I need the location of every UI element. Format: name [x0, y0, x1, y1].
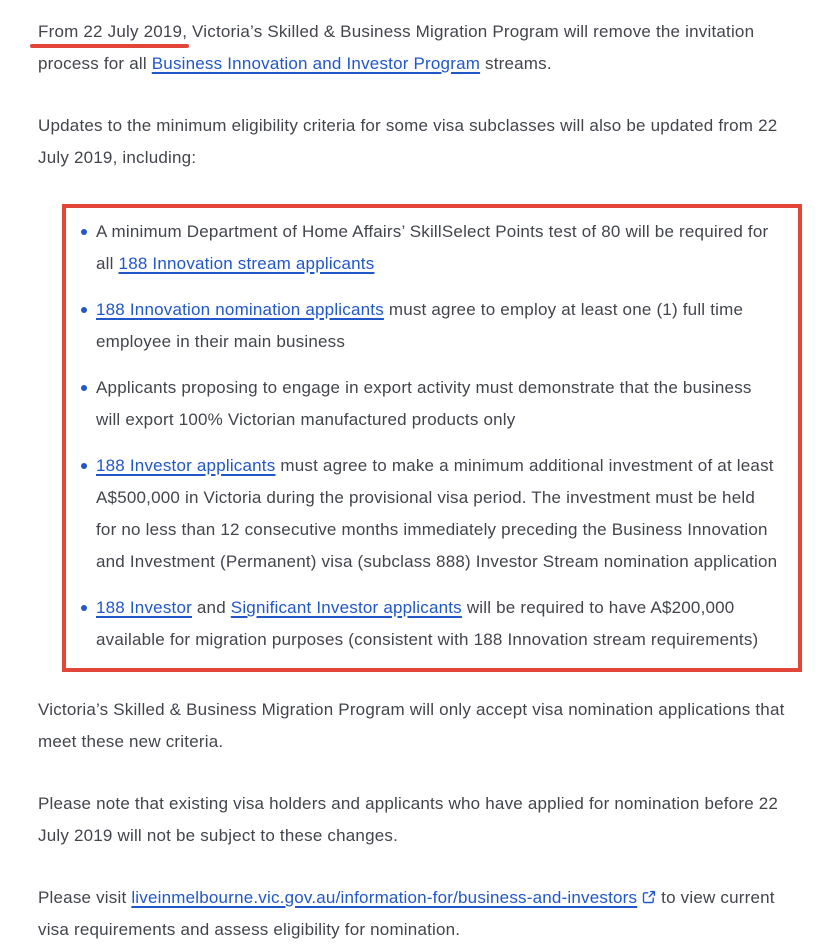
paragraph-intro	[38, 16, 810, 80]
list-item	[96, 450, 780, 578]
text-link[interactable]: liveinmelbourne.vic.gov.au/information-for/business-and-investors	[131, 888, 656, 907]
text-link[interactable]: 188 Innovation stream applicants	[118, 254, 375, 273]
paragraph-existing-holders: Please note that existing visa holders and applicants who have applied for nomination before 22 July 2019 will not be subject to these changes.	[38, 794, 779, 845]
text-link[interactable]: Significant Investor applicants	[230, 598, 462, 617]
text-run: will be required to have A$200,000 available for migration purposes (consistent with 188 Innovation stream requirements)	[96, 598, 759, 649]
list-item	[96, 372, 780, 436]
text-run: must agree to make a minimum additional investment of at least A$500,000 in Victoria during the provisional visa period. The investment must be held for no less than 12 consecutive months immediately preceding the Business Innovation and Investment (Permanent) visa (subclass 888) Investor Stream nomination application	[96, 456, 778, 571]
text-link[interactable]: 188 Investor applicants	[96, 456, 276, 475]
paragraph-accept-note: Victoria’s Skilled & Business Migration Program will only accept visa nomination applications that meet these new criteria.	[38, 700, 785, 751]
text-run: and	[191, 598, 231, 617]
text-link[interactable]: Business Innovation and Investor Program	[151, 54, 481, 73]
text-run: Please visit	[38, 888, 132, 907]
external-link-icon	[642, 890, 656, 904]
text-run: Applicants proposing to engage in export activity must demonstrate that the business will export 100% Victorian manufactured products only	[96, 378, 752, 429]
text-link[interactable]: 188 Investor	[96, 598, 192, 617]
text-run: streams.	[480, 54, 552, 73]
red-annotation-box	[62, 204, 802, 672]
criteria-list	[74, 216, 780, 656]
list-item	[96, 216, 780, 280]
text-run: must agree to employ at least one (1) full time employee in their main business	[96, 300, 744, 351]
paragraph-updates-note: Updates to the minimum eligibility criteria for some visa subclasses will also be updated from 22 July 2019, including:	[38, 116, 778, 167]
text-run: A minimum Department of Home Affairs’ SkillSelect Points test of 80 will be required for all	[96, 222, 769, 273]
paragraph-visit-note	[38, 882, 810, 946]
text-run: to view current visa requirements and assess eligibility for nomination.	[38, 888, 775, 939]
red-underline-annotation: From 22 July 2019,	[38, 22, 188, 41]
text-link[interactable]: 188 Innovation nomination applicants	[96, 300, 384, 319]
list-item	[96, 592, 780, 656]
text-run: Victoria’s Skilled & Business Migration Program will remove the invitation process for all	[38, 22, 755, 73]
list-item	[96, 294, 780, 358]
